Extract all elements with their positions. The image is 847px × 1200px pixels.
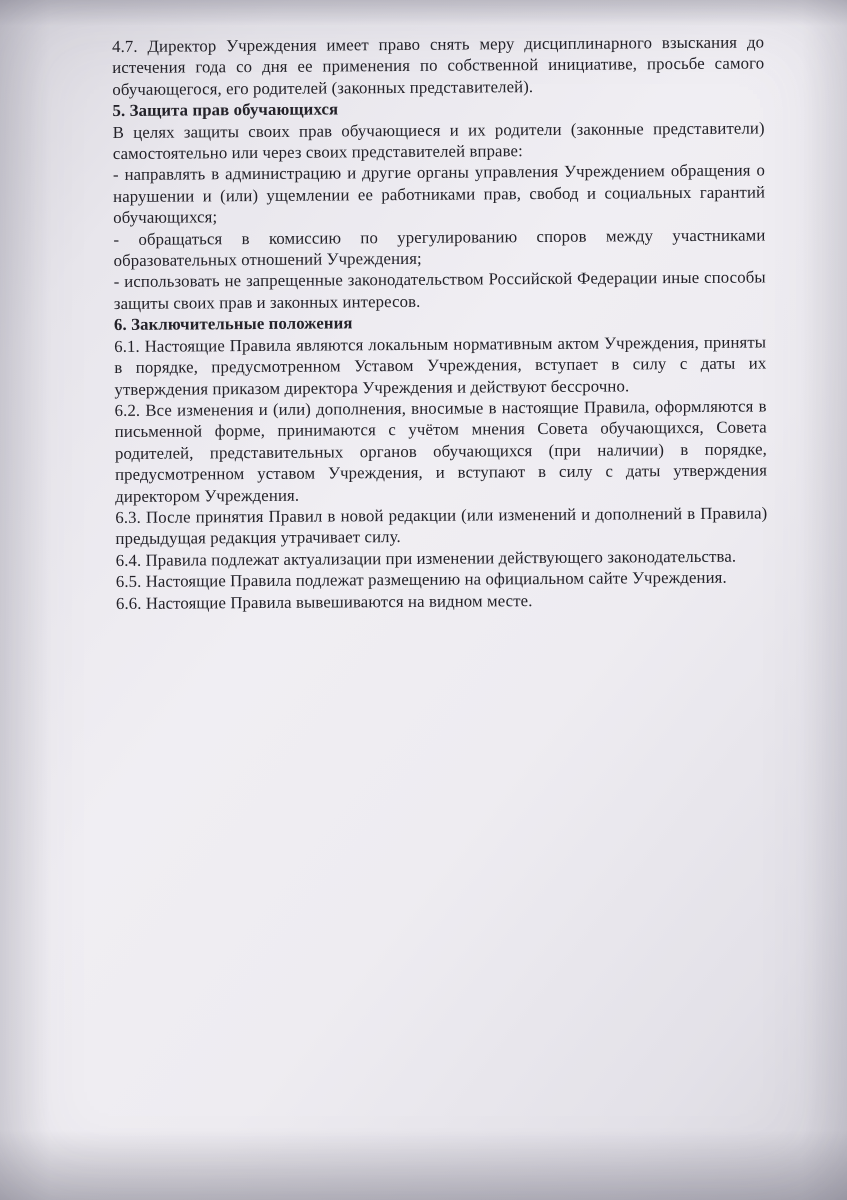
paragraph-4-7: 4.7. Директор Учреждения имеет право снять меру дисциплинарного взыскания до истечения года со дня ее применения по собственной инициативе, просьбе самого обучающегося, его родителей (законных представителей). [112, 32, 765, 99]
paragraph-6-5: 6.5. Настоящие Правила подлежат размещению на официальном сайте Учреждения. [115, 567, 727, 592]
heading-section-6: 6. Заключительные положения [113, 313, 353, 335]
list-item-3: - использовать не запрещенные законодательством Российской Федерации иные способы защиты своих прав и законных интересов. [113, 267, 766, 313]
list-item-1: - направлять в администрацию и другие органы управления Учреждением обращения о нарушении и (или) ущемлении ее работниками прав, свобод и социальных гарантий обучающихся; [112, 160, 766, 228]
paragraph-6-2: 6.2. Все изменения и (или) дополнения, вносимые в настоящие Правила, оформляются в письменной форме, принимаются с учётом мнения Совета обучающихся, Совета родителей, представительных органов обучающихся (при наличии) в порядке, предусмотренном уставом Учреждения, и вступают в силу с даты утверждения директором Учреждения. [114, 396, 768, 506]
list-item-2: - обращаться в комиссию по урегулированию споров между участниками образовательных отношений Учреждения; [113, 225, 766, 271]
paragraph-6-6: 6.6. Настоящие Правила вывешиваются на видном месте. [115, 590, 533, 613]
paragraph-5-intro: В целях защиты своих прав обучающиеся и их родители (законные представители) самостоятельно или через своих представителей вправе: [112, 118, 765, 164]
heading-section-5: 5. Защита прав обучающихся [112, 99, 339, 121]
paragraph-6-3: 6.3. После принятия Правил в новой редакции (или изменений и дополнений в Правила) предыдущая редакция утрачивает силу. [115, 503, 768, 549]
paragraph-6-4: 6.4. Правила подлежат актуализации при изменении действующего законодательства. [115, 546, 737, 570]
paragraph-6-1: 6.1. Настоящие Правила являются локальным нормативным актом Учреждения, приняты в порядке, предусмотренном Уставом Учреждения, вступает в силу с даты их утверждения приказом директора Учреждения и действуют бессрочно. [114, 332, 767, 399]
page-content [112, 31, 768, 614]
